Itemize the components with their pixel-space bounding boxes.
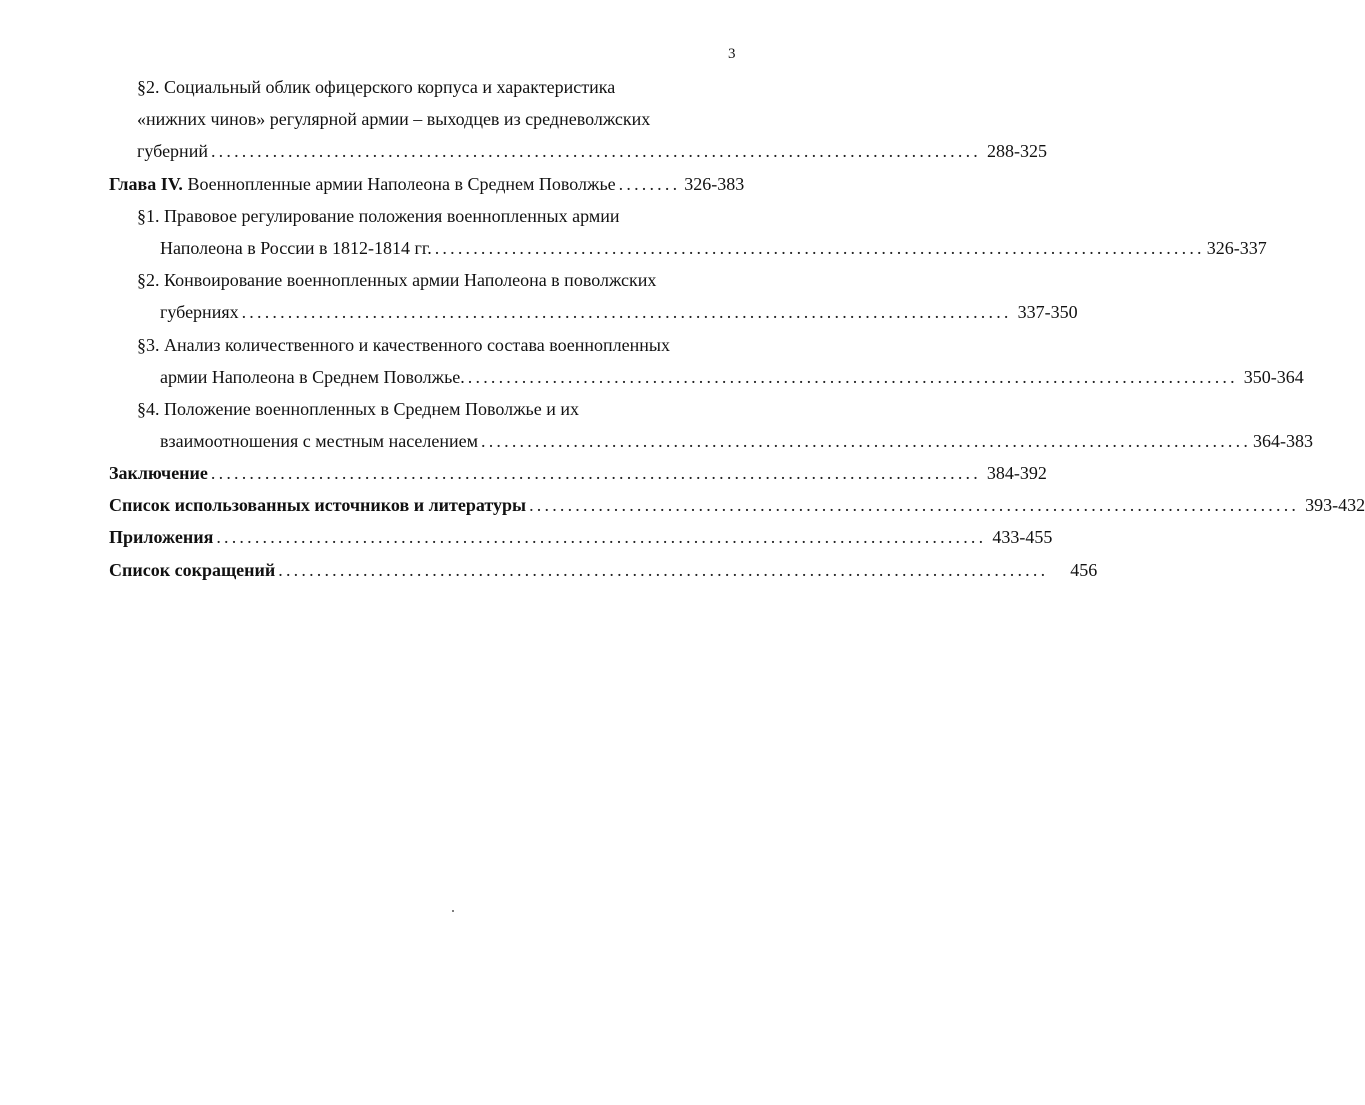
toc-text: §2. Социальный облик офицерского корпуса и характеристика bbox=[137, 77, 616, 97]
scan-speck bbox=[452, 910, 454, 912]
page-number: 3 bbox=[728, 46, 736, 62]
toc-pages: 326-383 bbox=[684, 174, 745, 194]
toc-pages: 350-364 bbox=[1243, 367, 1304, 387]
dot-leader: .................................................................................................... bbox=[467, 367, 1238, 387]
dot-leader: .................................................................................................... bbox=[216, 527, 987, 547]
toc-text: Заключение bbox=[109, 463, 208, 483]
toc-entry-c4-s2-line1 bbox=[137, 267, 656, 293]
dot-leader: .................................................................................................... bbox=[278, 560, 1049, 580]
toc-text: Список сокращений bbox=[109, 560, 276, 580]
toc-entry-sources bbox=[109, 492, 1365, 518]
dot-leader: ........ bbox=[618, 174, 681, 194]
toc-entry-conclusion bbox=[109, 460, 1047, 486]
toc-pages: 337-350 bbox=[1017, 302, 1078, 322]
toc-text: §2. Конвоирование военнопленных армии Наполеона в поволжских bbox=[137, 270, 657, 290]
toc-pages: 364-383 bbox=[1253, 431, 1314, 451]
toc-entry-appendices bbox=[109, 524, 1053, 550]
toc-entry-s2-line2 bbox=[137, 106, 650, 132]
toc-entry-c4-s4-line2 bbox=[160, 428, 1314, 454]
toc-entry-c4-s1-line1 bbox=[137, 203, 620, 229]
toc-entry-s2-line1 bbox=[137, 74, 615, 100]
dot-leader: .................................................................................................... bbox=[481, 431, 1252, 451]
toc-pages: 288-325 bbox=[986, 141, 1047, 161]
toc-entry-c4-s3-line1 bbox=[137, 332, 670, 358]
toc-entry-c4-s4-line1 bbox=[137, 396, 579, 422]
toc-text: губерний bbox=[137, 141, 208, 161]
toc-pages: 384-392 bbox=[986, 463, 1047, 483]
dot-leader: .................................................................................................... bbox=[210, 463, 981, 483]
toc-entry-abbreviations bbox=[109, 557, 1098, 583]
toc-pages: 433-455 bbox=[992, 527, 1053, 547]
toc-text: взаимоотношения с местным населением bbox=[160, 431, 479, 451]
toc-entry-chapter4 bbox=[109, 171, 745, 197]
dot-leader: .................................................................................................... bbox=[210, 141, 981, 161]
dot-leader: .................................................................................................... bbox=[434, 238, 1205, 258]
dot-leader: .................................................................................................... bbox=[241, 302, 1012, 322]
chapter-label: Глава IV. bbox=[109, 174, 183, 194]
toc-text: Приложения bbox=[109, 527, 214, 547]
chapter-heading bbox=[109, 171, 616, 197]
toc-entry-s2-line3 bbox=[137, 138, 1047, 164]
toc-text: §1. Правовое регулирование положения военнопленных армии bbox=[137, 206, 620, 226]
toc-text: армии Наполеона в Среднем Поволжье. bbox=[160, 367, 465, 387]
toc-entry-c4-s3-line2 bbox=[160, 364, 1304, 390]
toc-text: Наполеона в России в 1812-1814 гг. bbox=[160, 238, 432, 258]
toc-text: губерниях bbox=[160, 302, 239, 322]
toc-text: §4. Положение военнопленных в Среднем Поволжье и их bbox=[137, 399, 580, 419]
dot-leader: .................................................................................................... bbox=[529, 495, 1300, 515]
chapter-title: Военнопленные армии Наполеона в Среднем Поволжье bbox=[182, 174, 616, 194]
toc-text: Список использованных источников и литературы bbox=[109, 495, 527, 515]
toc-entry-c4-s1-line2 bbox=[160, 235, 1267, 261]
toc-entry-c4-s2-line2 bbox=[160, 299, 1078, 325]
toc-pages: 456 bbox=[1070, 560, 1098, 580]
toc-text: §3. Анализ количественного и качественного состава военнопленных bbox=[137, 335, 671, 355]
toc-pages: 393-432 bbox=[1305, 495, 1365, 515]
toc-text: «нижних чинов» регулярной армии – выходцев из средневолжских bbox=[137, 109, 651, 129]
toc-pages: 326-337 bbox=[1206, 238, 1267, 258]
